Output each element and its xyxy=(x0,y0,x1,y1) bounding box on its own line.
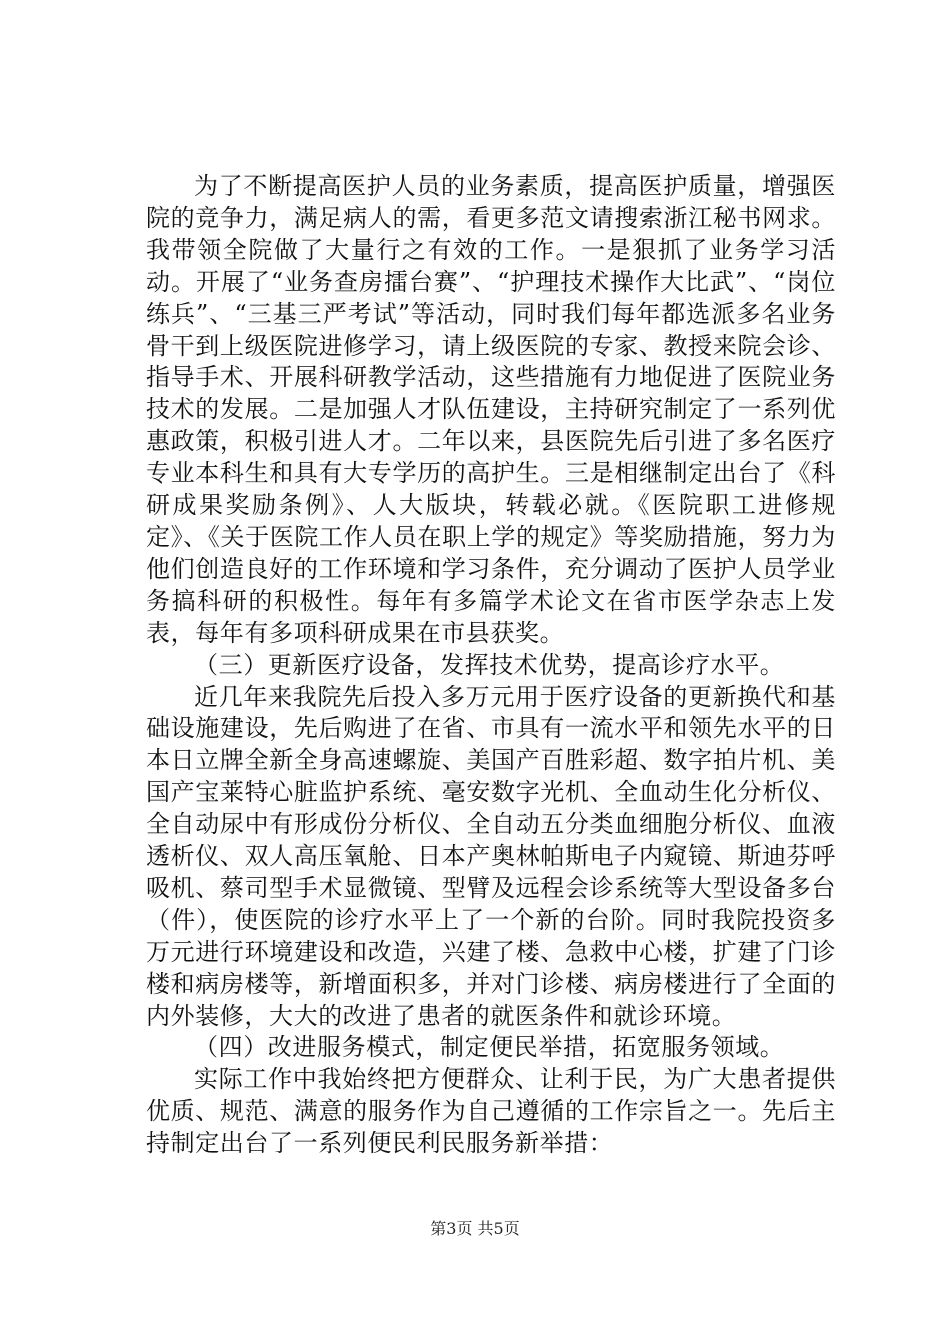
paragraph-service: 实际工作中我始终把方便群众、让利于民，为广大患者提供优质、规范、满意的服务作为自己遵循的工作宗旨之一。先后主持制定出台了一系列便民利民服务新举措： xyxy=(146,1065,836,1158)
paragraph-staff-training: 为了不断提高医护人员的业务素质，提高医护质量，增强医院的竞争力，满足病人的需，看更多范文请搜索浙江秘书网求。我带领全院做了大量行之有效的工作。一是狠抓了业务学习活动。开展了“业务查房擂台赛”、“护理技术操作大比武”、“岗位练兵”、“三基三严考试”等活动，同时我们每年都选派多名业务骨干到上级医院进修学习，请上级医院的专家、教授来院会诊、指导手术、开展科研教学活动，这些措施有力地促进了医院业务技术的发展。二是加强人才队伍建设，主持研究制定了一系列优惠政策，积极引进人才。二年以来，县医院先后引进了多名医疗专业本科生和具有大专学历的高护生。三是相继制定出台了《科研成果奖励条例》、人大版块，转载必就。《医院职工进修规定》、《关于医院工作人员在职上学的规定》等奖励措施，努力为他们创造良好的工作环境和学习条件，充分调动了医护人员学业务搞科研的积极性。每年有多篇学术论文在省市医学杂志上发表，每年有多项科研成果在市县获奖。 xyxy=(146,172,836,647)
section-heading-service: （四）改进服务模式，制定便民举措，拓宽服务领域。 xyxy=(194,1033,785,1062)
paragraph-equipment: 近几年来我院先后投入多万元用于医疗设备的更新换代和基础设施建设，先后购进了在省、市具有一流水平和领先水平的日本日立牌全新全身高速螺旋、美国产百胜彩超、数字拍片机、美国产宝莱特心脏监护系统、毫安数字光机、全血动生化分析仪、全自动尿中有形成份分析仪、全自动五分类血细胞分析仪、血液透析仪、双人高压氧舱、日本产奥林帕斯电子内窥镜、斯迪芬呼吸机、蔡司型手术显微镜、型臂及远程会诊系统等大型设备多台（件），使医院的诊疗水平上了一个新的台阶。同时我院投资多万元进行环境建设和改造，兴建了楼、急救中心楼，扩建了门诊楼和病房楼等，新增面积多，并对门诊楼、病房楼进行了全面的内外装修，大大的改进了患者的就医条件和就诊环境。 xyxy=(146,682,836,1030)
document-body xyxy=(146,171,836,1160)
section-heading-equipment: （三）更新医疗设备，发挥技术优势，提高诊疗水平。 xyxy=(194,650,785,679)
page-number-footer: 第3页 共5页 xyxy=(430,1219,520,1238)
